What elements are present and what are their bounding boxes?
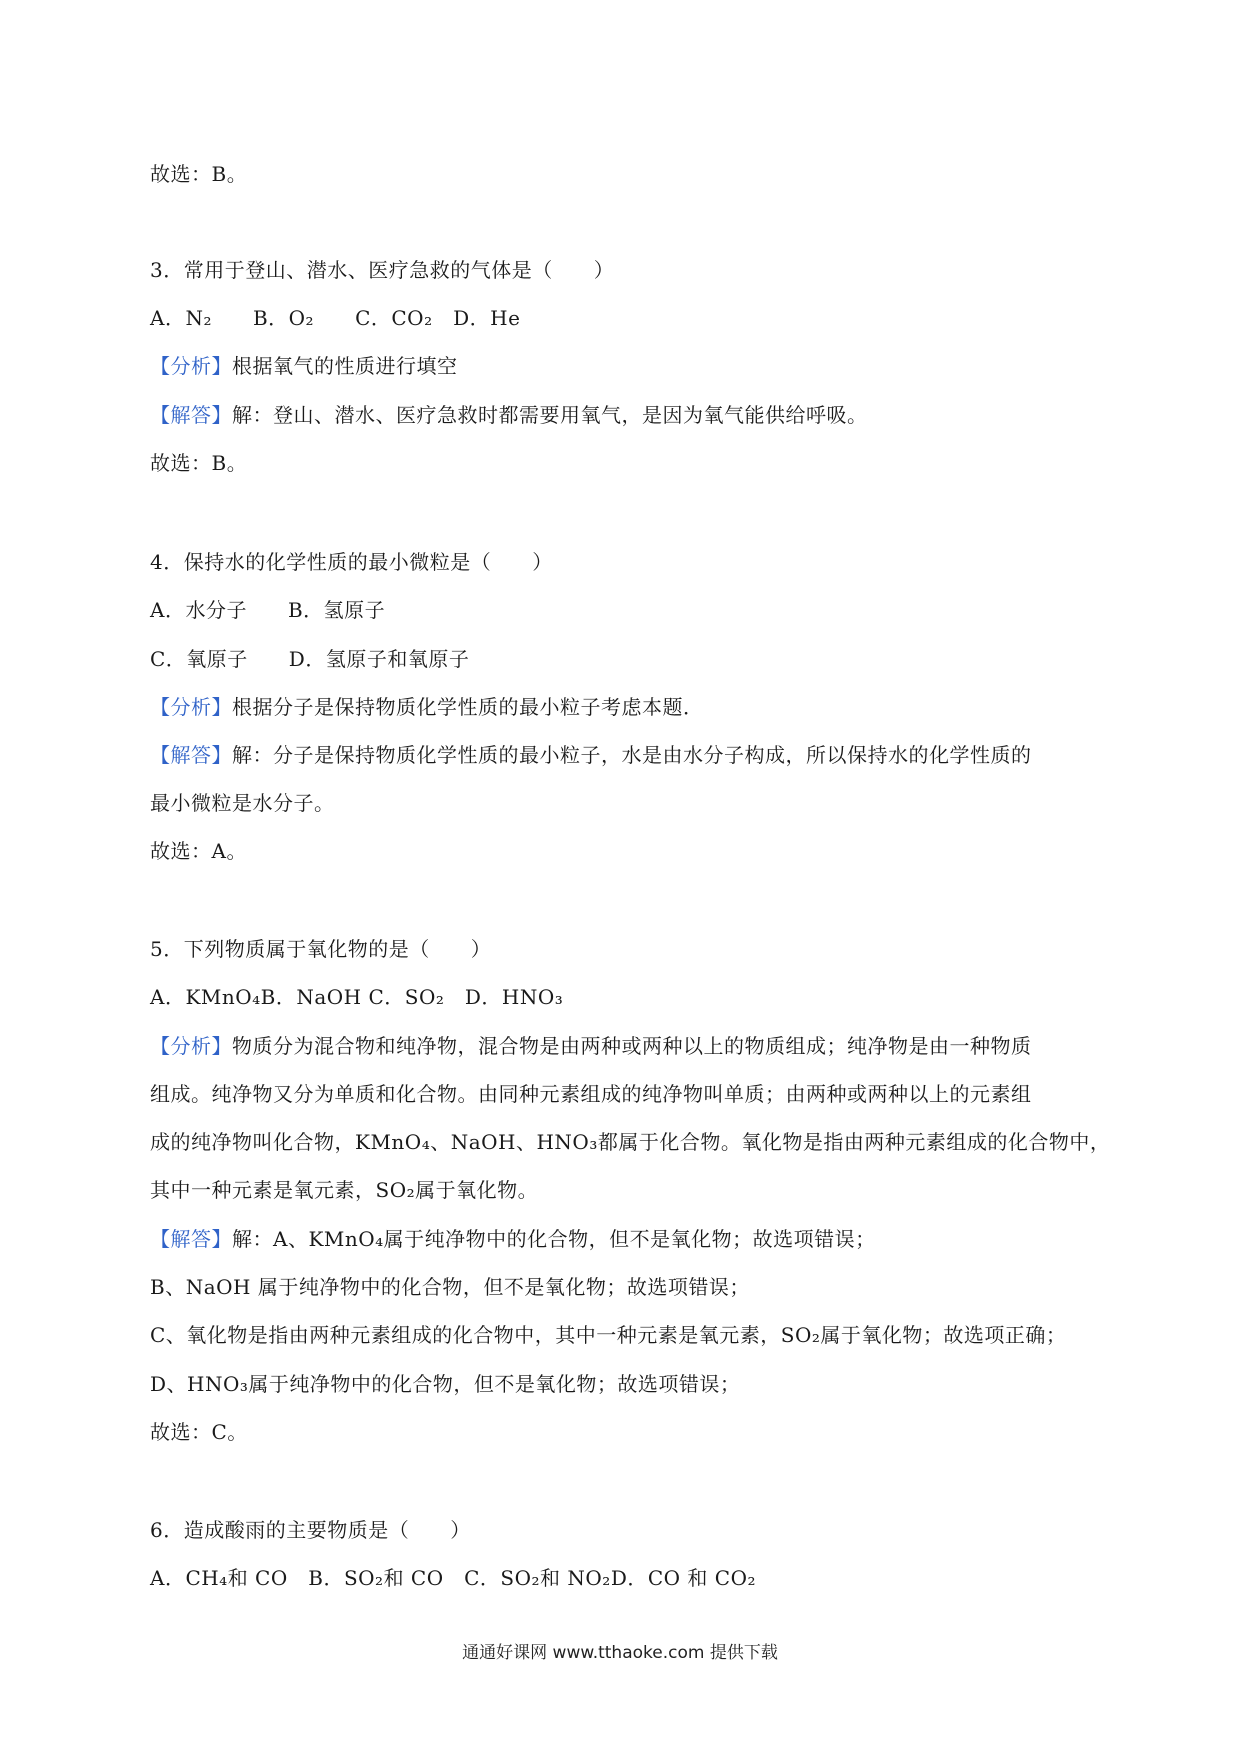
q3-analysis-text: 根据氧气的性质进行填空	[232, 354, 458, 378]
q4-analysis	[150, 695, 704, 719]
q4-options-1: A．水分子 B．氢原子	[150, 598, 386, 622]
q5-stem: 5．下列物质属于氧化物的是（ ）	[150, 937, 492, 961]
solution-tag: 【解答】	[150, 743, 232, 767]
q5-solution-4: D、HNO₃属于纯净物中的化合物，但不是氧化物；故选项错误；	[150, 1372, 741, 1396]
q3-stem: 3．常用于登山、潜水、医疗急救的气体是（ ）	[150, 258, 615, 282]
q6-options: A．CH₄和 CO B．SO₂和 CO C．SO₂和 NO₂D．CO 和 CO₂	[150, 1566, 756, 1590]
q4-solution-text: 解：分子是保持物质化学性质的最小粒子，水是由水分子构成，所以保持水的化学性质的	[232, 743, 1032, 767]
analysis-tag: 【分析】	[150, 1034, 232, 1058]
q4-answer: 故选：A。	[150, 839, 247, 863]
q5-options: A．KMnO₄B．NaOH C．SO₂ D．HNO₃	[150, 985, 564, 1009]
q5-solution-text: 解：A、KMnO₄属于纯净物中的化合物，但不是氧化物；故选项错误；	[232, 1227, 876, 1251]
q4-options-2: C．氧原子 D．氢原子和氧原子	[150, 647, 470, 671]
q5-solution-2: B、NaOH 属于纯净物中的化合物，但不是氧化物；故选项错误；	[150, 1275, 750, 1299]
q5-solution-1	[150, 1227, 876, 1251]
q5-answer: 故选：C。	[150, 1420, 248, 1444]
q5-analysis-1	[150, 1034, 1032, 1058]
q4-solution-2: 最小微粒是水分子。	[150, 791, 335, 815]
q5-analysis-text: 物质分为混合物和纯净物，混合物是由两种或两种以上的物质组成；纯净物是由一种物质	[232, 1034, 1032, 1058]
q3-answer: 故选：B。	[150, 451, 248, 475]
solution-tag: 【解答】	[150, 1227, 232, 1251]
q3-options: A．N₂ B．O₂ C．CO₂ D．He	[150, 306, 521, 330]
q3-solution-text: 解：登山、潜水、医疗急救时都需要用氧气，是因为氧气能供给呼吸。	[232, 403, 868, 427]
q6-stem: 6．造成酸雨的主要物质是（ ）	[150, 1518, 471, 1542]
q3-analysis	[150, 354, 458, 378]
q4-solution-1	[150, 743, 1032, 767]
q5-analysis-4: 其中一种元素是氧元素，SO₂属于氧化物。	[150, 1178, 539, 1202]
solution-tag: 【解答】	[150, 403, 232, 427]
q4-stem: 4．保持水的化学性质的最小微粒是（ ）	[150, 550, 553, 574]
q2-answer: 故选：B。	[150, 162, 248, 186]
page-footer: 通通好课网 www.tthaoke.com 提供下载	[462, 1643, 778, 1663]
q3-solution	[150, 403, 868, 427]
q5-analysis-2: 组成。纯净物又分为单质和化合物。由同种元素组成的纯净物叫单质；由两种或两种以上的元素组	[150, 1082, 1032, 1106]
q4-analysis-text: 根据分子是保持物质化学性质的最小粒子考虑本题．	[232, 695, 704, 719]
analysis-tag: 【分析】	[150, 354, 232, 378]
q5-solution-3: C、氧化物是指由两种元素组成的化合物中，其中一种元素是氧元素，SO₂属于氧化物；故选项正确；	[150, 1323, 1067, 1347]
q5-analysis-3: 成的纯净物叫化合物，KMnO₄、NaOH、HNO₃都属于化合物。氧化物是指由两种元素组成的化合物中，	[150, 1130, 1111, 1154]
analysis-tag: 【分析】	[150, 695, 232, 719]
